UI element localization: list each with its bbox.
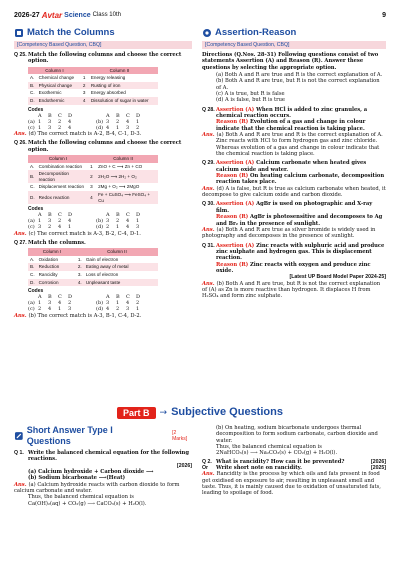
question-number: Q 31. xyxy=(202,242,215,249)
codes-grid xyxy=(28,294,192,312)
table-cell: 1. xyxy=(76,256,84,264)
code-cell: D xyxy=(68,212,73,219)
column-header: Column II xyxy=(81,67,158,75)
assertion-label: Assertion (A) xyxy=(216,106,255,113)
assertion-text: Zinc reacts with sulphuric acid and produce zinc sulphate and hydrogen gas. This is displacement reaction. xyxy=(216,242,385,262)
answer-text: (b) On heating, sodium bicarbonate undergoes thermal decomposition to form sodium carbonate, carbon dioxide and water. xyxy=(216,425,378,444)
code-cell: (a) xyxy=(28,300,35,307)
table-row xyxy=(28,170,158,183)
ar-option: (a) Both A and R are true and R is the correct explanation of A. xyxy=(216,71,383,78)
table-row xyxy=(28,82,158,90)
table-row xyxy=(28,263,158,271)
marks-badge: [2 Marks] xyxy=(172,429,188,442)
table-cell: 4. xyxy=(76,279,84,287)
reason-text: On heating calcium carbonate, decomposition reaction takes place. xyxy=(216,173,385,186)
code-cell: B xyxy=(48,112,52,119)
question-28 xyxy=(202,107,386,158)
column-header: Column I xyxy=(28,67,81,75)
table-cell: Rusting of iron xyxy=(89,82,158,90)
sub-question: (b) Sodium bicarbonate ⟶(Heat) xyxy=(28,475,126,482)
sa-title-text: Short Answer Type I Questions xyxy=(26,425,113,446)
code-cell: 3 xyxy=(106,118,110,125)
answer-text: (a) Both A and R are true and R is the correct explanation of A. xyxy=(216,132,383,139)
table-cell: B. xyxy=(28,170,37,183)
table-cell: Exothermic xyxy=(37,89,81,97)
question-number: Q 28. xyxy=(202,106,215,113)
assertion-text: AgBr is used on photographic and X-ray film. xyxy=(216,201,373,214)
code-cell: B xyxy=(116,212,120,219)
code-cell: 4 xyxy=(126,118,130,125)
code-cell: D xyxy=(136,212,141,219)
code-cell: 3 xyxy=(106,300,110,307)
answer-label: Ans. xyxy=(202,471,215,478)
code-cell: C xyxy=(58,294,62,301)
table-cell: A. xyxy=(28,74,37,82)
code-cell: D xyxy=(68,112,73,119)
question-text: Match the following columns and choose the correct option. xyxy=(28,140,182,153)
code-cell: 1 xyxy=(38,124,42,131)
answer-text: (a) Calcium hydroxide reacts with carbon dioxide to form calcium carbonate and water. xyxy=(14,481,180,494)
code-cell: 3 xyxy=(48,300,52,307)
table-cell: Energy releasing xyxy=(89,74,158,82)
table-cell: Combination reaction xyxy=(37,163,89,171)
code-cell: 4 xyxy=(68,218,72,225)
question-text: Match the columns. xyxy=(28,239,86,246)
reason-label: Reason (R) xyxy=(216,261,249,268)
answer xyxy=(202,227,386,240)
question-text: Write the balanced chemical equation for the following reactions. xyxy=(28,449,189,463)
code-cell: (b) xyxy=(96,218,104,225)
answer xyxy=(14,131,192,137)
question-number: Q 27. xyxy=(14,239,27,246)
code-cell: 3 xyxy=(136,224,140,231)
ar-section-title xyxy=(202,27,386,39)
match-tag: [Competency Based Question, CBQ] xyxy=(14,41,192,49)
question-text: Write short note on rancidity. xyxy=(216,465,302,472)
reason-label: Reason (R) xyxy=(216,173,249,180)
code-cell: (a) xyxy=(28,218,35,225)
answer-text: (d) A is false, but R is true as calcium carbonate when heated, it decompose to give calcium oxide and carbon dioxide. xyxy=(202,185,386,199)
code-cell: B xyxy=(116,294,120,301)
code-cell: C xyxy=(58,112,62,119)
answer-text: Rancidity is the process by which oils and fats present in food get oxidised on exposure to air, resulting in unpleasant smell and taste. Thus, it is mainly caused due to oxidation of unsaturated fats, leading to spoilage of food. xyxy=(202,471,381,497)
reason-label: Reason (R) xyxy=(216,119,249,126)
ar-option: (d) A is false, but R is true xyxy=(216,97,285,104)
table-cell: Unpleasant taste xyxy=(84,279,158,287)
question-number: Q 1. xyxy=(14,449,24,456)
code-cell: 4 xyxy=(106,124,110,131)
table-cell: Fe + CuSO₄ ⟶ FeSO₄ + Cu xyxy=(96,191,158,204)
answer-label: Ans. xyxy=(14,230,27,237)
table-cell: Dissolution of sugar in water xyxy=(89,97,158,105)
table-cell: 2. xyxy=(76,263,84,271)
table-cell: D. xyxy=(30,279,35,285)
code-cell: 2 xyxy=(48,224,52,231)
code-cell: 1 xyxy=(136,118,140,125)
code-cell: 3 xyxy=(68,306,72,313)
table-cell: Rancidity xyxy=(37,271,76,279)
code-cell: 2 xyxy=(58,124,62,131)
part-b-label: Part B xyxy=(117,407,156,420)
table-cell: Loss of electron xyxy=(84,271,158,279)
question-text: What is rancidity? How can it be prevented? xyxy=(216,458,345,465)
answer-label: Ans. xyxy=(14,130,27,137)
answer xyxy=(14,313,192,319)
assertion-label: Assertion (A) xyxy=(216,160,255,167)
right-column xyxy=(202,27,386,303)
match-table xyxy=(28,67,158,105)
sub-question: (a) Calcium hydroxide + Carbon dioxide ⟶ xyxy=(28,468,154,475)
table-cell: 3 xyxy=(88,183,96,191)
answer-text: (b) The correct match is A-3, B-1, C-4, D-2. xyxy=(28,312,142,319)
code-cell: 2 xyxy=(106,224,110,231)
table-cell: 3. xyxy=(76,271,84,279)
code-cell: C xyxy=(126,294,130,301)
table-cell: Physical change xyxy=(37,82,81,90)
chemical-equation: Ca(OH)₂(aq) + CO₂(g) ⟶ CaCO₃(s) + H₂O(l). xyxy=(28,500,147,507)
table-cell: Displacement reaction xyxy=(37,183,89,191)
code-cell: (c) xyxy=(28,306,35,313)
board-paper-tag: [Latest UP Board Model Paper 2024-25] xyxy=(289,274,386,281)
page-header xyxy=(14,10,386,22)
reason-label: Reason (R) xyxy=(216,214,249,221)
code-cell: D xyxy=(68,294,73,301)
code-cell: 1 xyxy=(38,300,42,307)
table-row xyxy=(28,74,158,82)
reason-text: AgBr is photosensitive and decomposes to Ag and Br₂ in the presence of sunlight. xyxy=(216,214,383,227)
code-cell: 1 xyxy=(68,224,72,231)
codes-label: Codes xyxy=(28,106,44,113)
short-answer-right xyxy=(202,425,386,500)
match-title-text: Match the Columns xyxy=(27,27,115,38)
table-cell: C. xyxy=(30,184,35,190)
code-cell: 4 xyxy=(106,306,110,313)
match-table xyxy=(28,248,158,286)
answer-label: Ans. xyxy=(202,185,215,192)
answer-text: (a) Both A and R are true as silver bromide is widely used in photography and decomposes in the presence of sunlight. xyxy=(202,226,376,240)
code-cell: 1 xyxy=(38,218,42,225)
code-cell: (d) xyxy=(96,224,104,231)
code-cell: 3 xyxy=(48,124,52,131)
code-cell: 4 xyxy=(68,118,72,125)
table-cell: Eating away of metal xyxy=(84,263,158,271)
table-cell: Energy absorbed xyxy=(89,89,158,97)
code-cell: 4 xyxy=(58,300,62,307)
code-cell: B xyxy=(116,112,120,119)
codes-grid xyxy=(28,113,192,131)
answer-extra: Zinc reacts with HCl to form hydrogen gas and zinc chloride. Whereas evolution of a gas and change in colour indicate that the chemical reaction is taking place. xyxy=(216,138,380,158)
code-cell: 2 xyxy=(58,118,62,125)
code-cell: A xyxy=(38,294,42,301)
question-25 xyxy=(14,52,192,137)
question-number: Q 26. xyxy=(14,140,27,147)
part-b-banner xyxy=(14,405,386,421)
answer xyxy=(14,231,192,237)
codes-label: Codes xyxy=(28,206,44,213)
code-cell: C xyxy=(58,212,62,219)
code-cell: 3 xyxy=(106,218,110,225)
code-cell: B xyxy=(48,294,52,301)
assertion-text: Calcium carbonate when heated gives calcium oxide and water. xyxy=(216,160,367,173)
table-cell: Decomposition reaction xyxy=(37,170,89,183)
year-tag: [2026] xyxy=(371,458,386,465)
sa-section-title xyxy=(14,425,192,447)
sa-question-2 xyxy=(202,459,386,497)
table-cell: 4 xyxy=(81,97,89,105)
assertion-text: When HCl is added to zinc granules, a chemical reaction occurs. xyxy=(216,106,368,120)
answer xyxy=(202,471,386,496)
code-cell: 4 xyxy=(126,224,130,231)
column-header: Column II xyxy=(88,155,158,163)
code-cell: (c) xyxy=(28,224,35,231)
table-cell: Oxidation xyxy=(37,256,76,264)
code-cell: 1 xyxy=(136,306,140,313)
short-answer-left xyxy=(14,425,192,510)
code-cell: 4 xyxy=(68,124,72,131)
ar-option: (b) Both A and R are true, but R is not the correct explanation of A. xyxy=(216,78,380,91)
question-number: Q 2. xyxy=(202,458,212,465)
code-cell: A xyxy=(38,112,42,119)
question-29 xyxy=(202,160,386,198)
reason-text: Evolution of a gas and change in colour indicate that the chemical reaction is taking place. xyxy=(216,119,366,132)
code-cell: 2 xyxy=(136,300,140,307)
question-26 xyxy=(14,140,192,237)
code-cell: 4 xyxy=(126,300,130,307)
pencil-icon xyxy=(14,431,24,441)
match-section-title xyxy=(14,27,192,39)
code-cell: 1 xyxy=(38,118,42,125)
answer xyxy=(202,186,386,199)
code-cell: 3 xyxy=(38,224,42,231)
table-cell: A. xyxy=(28,163,37,171)
code-cell: 1 xyxy=(116,300,120,307)
table-cell: Gain of electron xyxy=(84,256,158,264)
answer-label: Ans. xyxy=(14,481,27,488)
answer-line: Thus, the balanced chemical equation is xyxy=(216,444,322,451)
code-cell: 2 xyxy=(116,218,120,225)
table-cell: B. xyxy=(28,263,37,271)
code-cell: (b) xyxy=(96,118,104,125)
sa-question-1 xyxy=(14,450,192,507)
code-cell: 2 xyxy=(116,118,120,125)
code-cell: A xyxy=(106,294,110,301)
code-cell: 1 xyxy=(136,218,140,225)
or-label: Or xyxy=(202,465,209,472)
code-cell: 4 xyxy=(126,218,130,225)
code-cell: 3 xyxy=(48,118,52,125)
header-year: 2026-27 xyxy=(14,11,40,19)
table-row xyxy=(28,97,158,105)
table-cell: 3 xyxy=(81,89,89,97)
code-cell: 3 xyxy=(126,124,130,131)
table-row xyxy=(28,183,158,191)
table-row xyxy=(28,256,158,264)
answer-label: Ans. xyxy=(202,226,215,233)
column-header: Column II xyxy=(76,248,158,256)
table-cell: D. xyxy=(28,191,37,204)
code-cell: D xyxy=(136,294,141,301)
table-cell: D. xyxy=(30,97,35,103)
answer-text: (b) Both A and R are true, but R is not the correct explanation of (A) as Zn is more reactive than hydrogen. It displaces H from H₂SO₄ and form zinc sulphate. xyxy=(202,280,381,300)
codes-label: Codes xyxy=(28,288,44,295)
question-text: Match the following columns and choose the correct option. xyxy=(28,51,182,65)
code-cell: 1 xyxy=(116,224,120,231)
arrow-right-icon: → xyxy=(159,407,168,418)
year-tag: [2026] xyxy=(177,462,192,469)
page-number: 9 xyxy=(382,11,386,19)
code-cell: 2 xyxy=(116,306,120,313)
code-cell: 2 xyxy=(136,124,140,131)
code-cell: B xyxy=(48,212,52,219)
table-cell: A. xyxy=(28,256,37,264)
table-cell: 2H₂O ⟶ 2H₂ + O₂ xyxy=(96,170,158,183)
code-cell: (a) xyxy=(28,118,35,125)
code-cell: 3 xyxy=(126,306,130,313)
answer xyxy=(14,482,192,495)
table-cell: 2 xyxy=(81,82,89,90)
table-cell: B. xyxy=(28,82,37,90)
answer-text: (d) The correct match is A-2, B-4, C-1, D-3. xyxy=(28,130,142,137)
ar-option: (c) A is true, but R is false xyxy=(216,90,285,97)
chemical-equation: 2NaHCO₃(s) ⟶ Na₂CO₃(s) + CO₂(g) + H₂O(l). xyxy=(216,450,338,457)
code-cell: (d) xyxy=(96,124,104,131)
table-cell: 2Mg + O₂ ⟶ 2MgO xyxy=(96,183,158,191)
table-cell: Chemical change xyxy=(37,74,81,82)
left-column xyxy=(14,27,192,322)
code-cell: A xyxy=(106,112,110,119)
table-cell: C. xyxy=(30,90,35,96)
answer-label: Ans. xyxy=(202,280,215,287)
code-cell: 4 xyxy=(48,306,52,313)
gears-icon xyxy=(202,28,212,38)
ar-directions: Directions (Q.Nos. 28-31) Following questions consist of two statements Assertion (A) and Reason (R). Answer these questions by selecting the appropriate option. xyxy=(202,51,379,71)
code-cell: A xyxy=(38,212,42,219)
code-cell: (c) xyxy=(28,124,35,131)
answer-label: Ans. xyxy=(202,132,215,139)
part-b-title: Subjective Questions xyxy=(171,406,283,419)
codes-grid xyxy=(28,212,192,230)
code-cell: D xyxy=(136,112,141,119)
table-row xyxy=(28,279,158,287)
match-table xyxy=(28,155,158,204)
code-cell: A xyxy=(106,212,110,219)
table-cell: ZnO + C ⟶ Zn + CO xyxy=(96,163,158,171)
code-cell: 2 xyxy=(58,218,62,225)
ar-title-text: Assertion-Reason xyxy=(215,27,297,38)
code-cell: C xyxy=(126,112,130,119)
code-cell: 4 xyxy=(58,224,62,231)
table-row xyxy=(28,271,158,279)
table-cell: 1 xyxy=(81,74,89,82)
table-cell: Corrosion xyxy=(37,279,76,287)
ar-tag: [Competency Based Question, CBQ] xyxy=(202,41,386,49)
question-number: Q 30. xyxy=(202,201,215,208)
table-cell: 2 xyxy=(88,170,96,183)
code-cell: 1 xyxy=(58,306,62,313)
code-cell: 1 xyxy=(116,124,120,131)
header-subject: Science xyxy=(64,11,91,19)
puzzle-icon xyxy=(14,28,24,38)
assertion-label: Assertion (A) xyxy=(216,242,255,249)
answer xyxy=(202,281,386,300)
question-27 xyxy=(14,240,192,319)
table-cell: C. xyxy=(30,271,35,277)
header-class: Class 10th xyxy=(92,12,121,19)
question-number: Q 29. xyxy=(202,160,215,167)
table-row xyxy=(28,89,158,97)
code-cell: (d) xyxy=(96,306,104,313)
question-number: Q 25. xyxy=(14,51,27,58)
table-cell: Redox reaction xyxy=(37,191,89,204)
table-cell: Reduction xyxy=(37,263,76,271)
brand-logo: Avtar xyxy=(41,11,63,21)
code-cell: C xyxy=(126,212,130,219)
assertion-label: Assertion (A) xyxy=(216,201,255,208)
answer-text: (c) The correct match is A-3, B-2, C-4, D-1. xyxy=(28,230,141,237)
question-31 xyxy=(202,243,386,300)
table-cell: 1 xyxy=(88,163,96,171)
table-row xyxy=(28,191,158,204)
code-cell: (b) xyxy=(96,300,104,307)
table-row xyxy=(28,163,158,171)
reason-text: Zinc reacts with oxygen and produce zinc oxide. xyxy=(216,261,371,274)
answer-label: Ans. xyxy=(14,312,27,319)
table-cell: 4 xyxy=(88,191,96,204)
code-cell: 2 xyxy=(68,300,72,307)
answer-line: Thus, the balanced chemical equation is xyxy=(28,494,134,501)
year-tag: [2025] xyxy=(371,465,386,472)
code-cell: 3 xyxy=(48,218,52,225)
question-30 xyxy=(202,201,386,239)
code-cell: 2 xyxy=(38,306,42,313)
table-cell: Endothermic xyxy=(37,97,81,105)
column-header: Column I xyxy=(28,155,88,163)
column-header: Column I xyxy=(28,248,76,256)
